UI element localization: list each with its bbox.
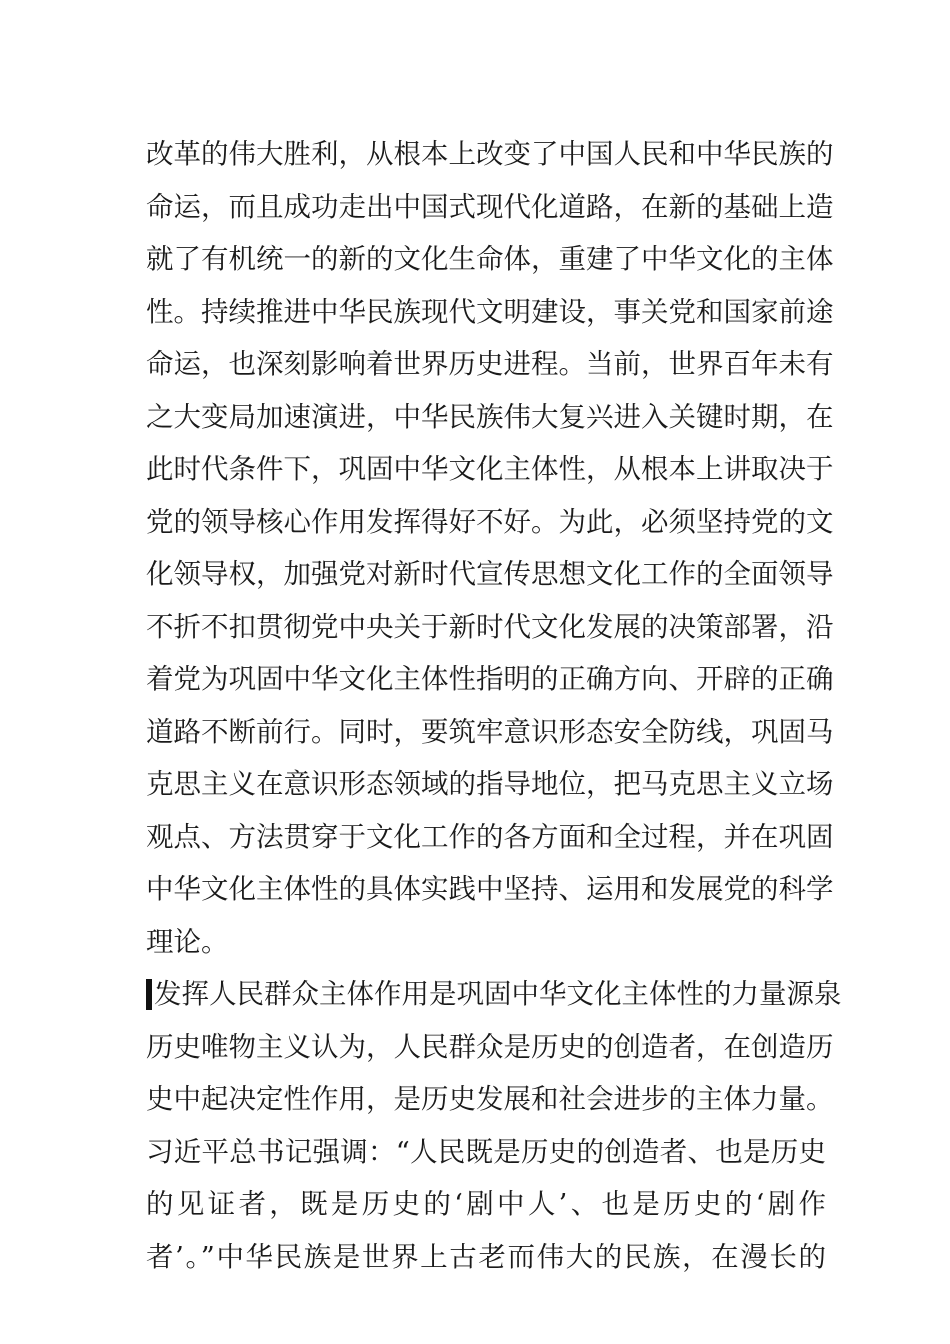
text-body (146, 128, 842, 1283)
text-line: 观点、方法贯穿于文化工作的各方面和全过程，并在巩固 (146, 820, 834, 853)
text-line: 党的领导核心作用发挥得好不好。为此，必须坚持党的文 (146, 505, 834, 538)
text-line: 历史唯物主义认为，人民群众是历史的创造者，在创造历 (146, 1030, 834, 1063)
text-line: 之大变局加速演进，中华民族伟大复兴进入关键时期，在 (146, 400, 834, 433)
text-line: 就了有机统一的新的文化生命体，重建了中华文化的主体 (146, 243, 834, 275)
text-line: 着党为巩固中华文化主体性指明的正确方向、开辟的正确 (146, 663, 834, 695)
text-line: 中华文化主体性的具体实践中坚持、运用和发展党的科学 (146, 873, 834, 905)
section-heading-text: 发挥人民群众主体作用是巩固中华文化主体性的力量源泉 (154, 978, 842, 1010)
text-line: 克思主义在意识形态领域的指导地位，把马克思主义立场 (146, 768, 834, 800)
text-line: 者’。”中华民族是世界上古老而伟大的民族，在漫长的 (146, 1240, 826, 1273)
text-line: 此时代条件下，巩固中华文化主体性，从根本上讲取决于 (146, 453, 834, 485)
section-heading (146, 968, 842, 1021)
text-line: 不折不扣贯彻党中央关于新时代文化发展的决策部署，沿 (146, 610, 834, 643)
text-line: 命运，而且成功走出中国式现代化道路，在新的基础上造 (146, 190, 834, 223)
text-line: 的见证者，既是历史的‘剧中人’、也是历史的‘剧作 (146, 1188, 826, 1220)
text-line: 习近平总书记强调：“人民既是历史的创造者、也是历史 (146, 1135, 826, 1168)
text-line: 命运，也深刻影响着世界历史进程。当前，世界百年未有 (146, 348, 834, 380)
text-line: 改革的伟大胜利，从根本上改变了中国人民和中华民族的 (146, 138, 834, 170)
text-line: 道路不断前行。同时，要筑牢意识形态安全防线，巩固马 (146, 715, 834, 748)
text-line: 性。持续推进中华民族现代文明建设，事关党和国家前途 (146, 295, 834, 328)
paragraph-2 (146, 1021, 834, 1284)
heading-marker-bar (146, 979, 152, 1010)
text-line: 史中起决定性作用，是历史发展和社会进步的主体力量。 (146, 1083, 834, 1115)
text-line: 理论。 (146, 925, 229, 958)
paragraph-1 (146, 128, 834, 968)
text-line: 化领导权，加强党对新时代宣传思想文化工作的全面领导 (146, 558, 834, 590)
